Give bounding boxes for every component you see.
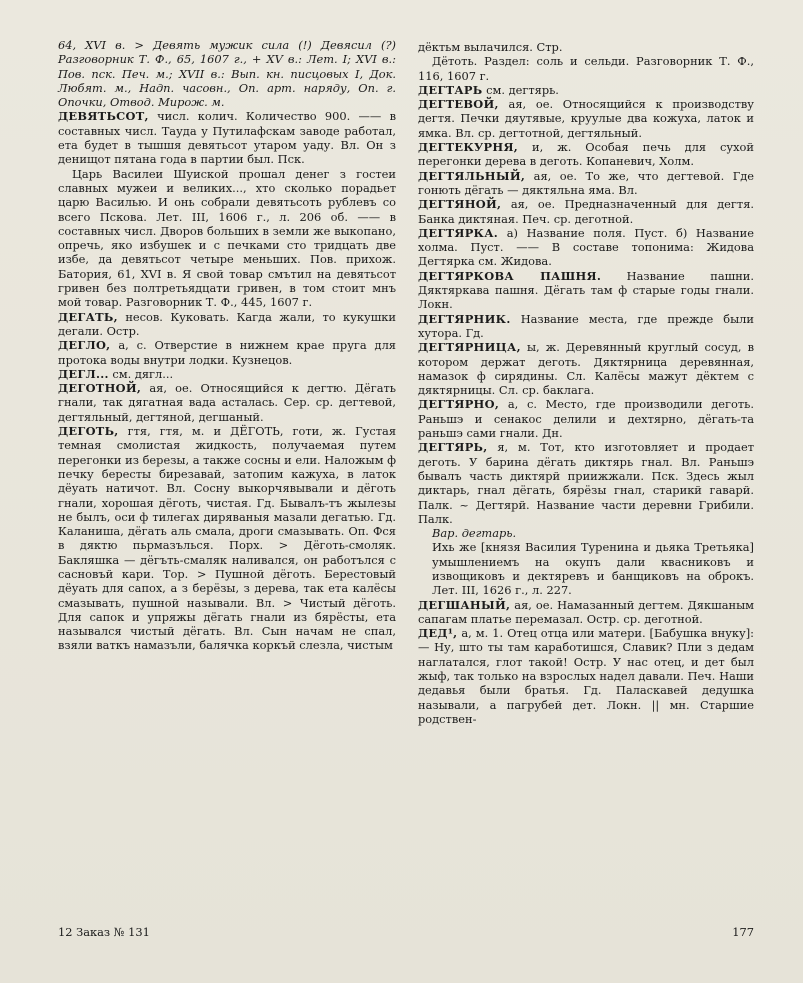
entry-deglo: ДЕГЛО, а, с. Отверстие в нижнем крае пруга для протока воды внутри лодки. Кузнецов. xyxy=(58,338,396,367)
page-number: 177 xyxy=(732,925,754,939)
entry-degtyar: ДЕГТЯРЬ, я, м. Тот, кто изготовляет и продает деготь. У барина дёгать диктярь гнал. Вл. Раньшэ бывалъ часть диктярй приижжали. Пск. Здесь жыл диктарь, гнал дёгать, бярёзы гнал, старикй гаварй. Палк. ~ Дегтярй. Название части деревни Грибили. Палк. xyxy=(418,440,754,526)
entry-degot: ДЕГОТЬ, гтя, гтя, м. и ДЁГОТЬ, готи, ж. Густая темная смолистая жидкость, получаемая путем перегонки из березы, а также сосны и ели. Наложым ф печку бересты бирезавай, затопим кажуха, в латок дёуать натичот. Вл. Сосну выкорчявывали и дёготь гнали, хорошая дёготь, чистая. Гд. Бывалъ-тъ жылезы не былъ, оси ф тилегах диряваныя мазали дегатью. Гд. Каланиша, дёгать аль смала, дроги смазывать. Оп. Фся в дяктю пьрмазълься. Порх. > Дёготь-смоляк. Бакляшка — дёгъть-смаляк наливался, он работълся с сасновъй кари. Тор. > Пушной дёготь. Берестовый дёуать для сапох, а з берёзы, з дерева, так ета калёсы смазывать, пушной называли. Вл. > Чистый дёготь. Для сапок и упряжы дёгать гнали из бярёсты, ета назывался чистый дёгать. Вл. Сын начам не спал, взяли ваткъ намазъли, балячка коркъй слезла, чистым xyxy=(58,424,397,653)
entry-continuation: 64, XVI в. > Девять мужик сила (!) Девясил (?) Разговорник Т. Ф., 65, 1607 г., + XV в.: Лет. I; XVI в.: Пов. пск. Печ. м.; XVII в.: Вып. кн. писцовых I, Док. Любят. м., Надп. часовн., Оп. арт. наряду, Оп. г. Опочки, Отвод. Мирож. м. xyxy=(58,38,396,110)
entry-degshany: ДЕГШАНЫЙ, ая, ое. Намазанный дегтем. Дякшаным сапагам платье перемазал. Остр. ср. деготной. xyxy=(418,597,754,626)
entry-ded: ДЕД¹, а, м. 1. Отец отца или матери. [Бабушка внуку]: — Ну, што ты там каработишся, Славик? Пли з дедам наглатался, глот такой! Остр. У нас отец, и дет был жыф, так только на взрослых надел давали. Печ. Наши дедавья были братья. Гд. Паласкавей дедушка называли, а пагрубей дет. Локн. || мн. Старшие родствен- xyxy=(418,626,754,726)
printer-signature: 12 Заказ № 131 xyxy=(58,925,150,939)
entry-degtyarka: ДЕГТЯРКА. а) Название поля. Пуст. б) Название холма. Пуст. —— В составе топонима: Жидова Дегтярка см. Жидова. xyxy=(418,225,754,269)
entry-quote-tsar: Царь Василеи Шуиской прошал денег з гостеи славных мужеи и великих..., хто сколько порадьет царю Василью. И онь собрали девятьсоть рублевъ со всего Пскова. Лет. III, 1606 г., л. 206 об. —— в составных числ. Дворов больших в земли же выкопано, опречь, яко избушек и с печками сто тридцать две избе, да девятьсот четыре меньших. Пов. прихож. Батория, 61, XVI в. Я свой товар смътил на девятьсот гривен без полтретьядцати гривен, в том стоит мнъ мой товар. Разговорник Т. Ф., 445, 1607 г. xyxy=(58,166,396,310)
entry-degat: ДЕГАТЬ, несов. Куковать. Кагда жали, то кукушки дегали. Остр. xyxy=(58,309,397,338)
entry-quote-degot: Дётоть. Раздел: соль и сельди. Разговорник Т. Ф., 116, 1607 г. xyxy=(418,54,754,83)
entry-degtyarnitsa: ДЕГТЯРНИЦА, ы, ж. Деревянный круглый сосуд, в котором держат деготь. Дяктярница деревянная, намазок ф сирядины. Сл. Калёсы мажут дёктем с дяктярницы. Сл. ср. баклага. xyxy=(418,340,754,398)
entry-devyatsot: ДЕВЯТЬСОТ, числ. колич. Количество 900. —— в составных числ. Тауда у Путилафскам заводе работал, ета будет в тышшя девятьсот утаром уаду. Вл. Он з денищот пятана года в партии был. Пск. xyxy=(58,109,397,167)
entry-continuation-right: дёктьм вылачился. Стр. xyxy=(418,40,563,54)
entry-quote-turenin: Ихь же [князя Василия Туренина и дьяка Третьяка] умышлениемъ на окупъ дали квасниковъ и извощиковъ и дектяревъ и банщиковъ на оброкъ. Лет. III, 1626 г., л. 227. xyxy=(432,540,754,598)
entry-degtyanoy: ДЕГТЯНОЙ, ая, ое. Предназначенный для дегтя. Банка диктяная. Печ. ср. деготной. xyxy=(418,197,755,226)
entry-degtekurnya: ДЕГТЕКУРНЯ, и, ж. Особая печь для сухой перегонки дерева в деготь. Копаневич, Холм. xyxy=(418,140,755,169)
entry-degtar: ДЕГТАРЬ см. дегтярь. xyxy=(418,82,559,97)
entry-degtyarno: ДЕГТЯРНО, а, с. Место, где производили деготь. Раньшэ и сенакос делили и дехтярно, дёгать-та раньшэ сами гнали. Дн. xyxy=(418,397,754,441)
entry-variant-degtar: Вар. дегтарь. xyxy=(432,526,517,541)
left-column xyxy=(58,38,396,653)
entry-degtyalny: ДЕГТЯЛЬНЫЙ, ая, ое. То же, что дегтевой. Где гонють дёгать — дяктяльна яма. Вл. xyxy=(418,168,754,197)
entry-degtyarkova-pashnya: ДЕГТЯРКОВА ПАШНЯ. Название пашни. Дяктяркава пашня. Дёгать там ф старые годы гнали. Локн. xyxy=(418,268,755,312)
entry-degotnoy: ДЕГОТНОЙ, ая, ое. Относящийся к дегтю. Дёгать гнали, так дягатная вада асталась. Сер. ср. дегтевой, дегтяльный, дегтяной, дегшаный. xyxy=(58,381,397,424)
entry-degtyarnik: ДЕГТЯРНИК. Название места, где прежде были хутора. Гд. xyxy=(418,311,754,340)
entry-degtevoy: ДЕГТЕВОЙ, ая, ое. Относящийся к производству дегтя. Печки дяутявые, круулые два кожуха, латок и ямка. Вл. ср. дегтотной, дегтяльный. xyxy=(418,97,754,140)
right-column xyxy=(418,40,754,726)
page-footer xyxy=(58,925,754,939)
entry-degl: ДЕГЛ... см. дягл... xyxy=(58,366,174,381)
